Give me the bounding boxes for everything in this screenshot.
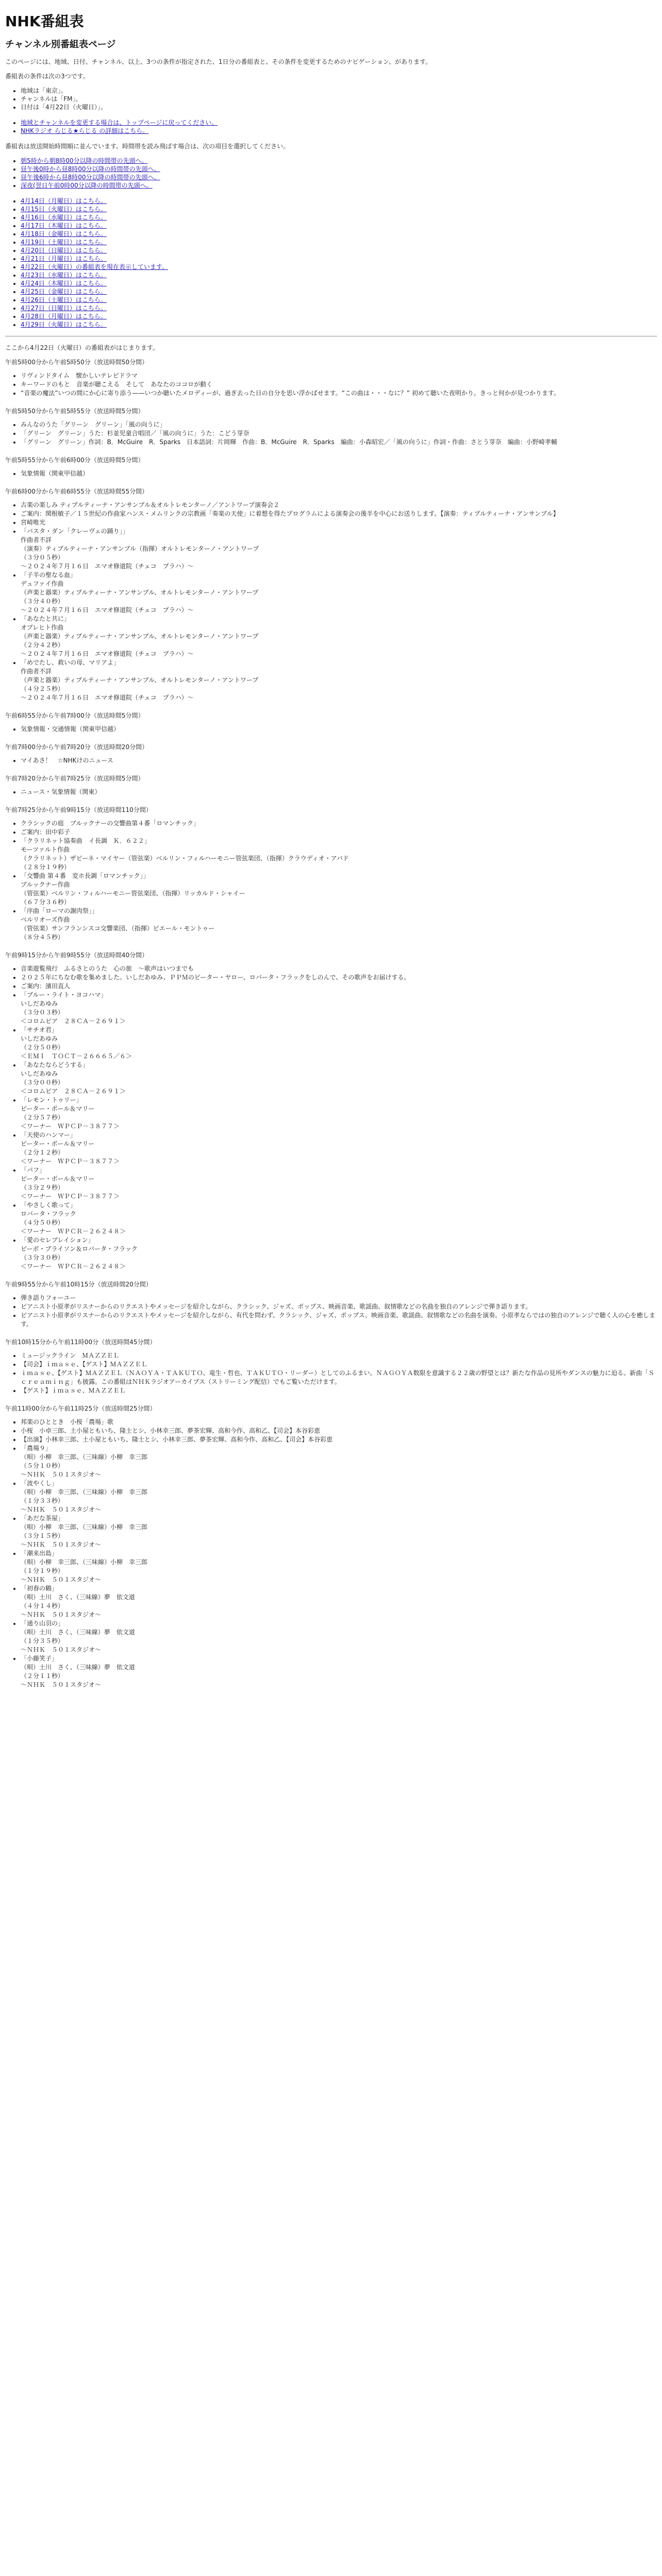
program-list bbox=[5, 501, 657, 702]
conditions-lead: 番組表の条件は次の3つです。 bbox=[5, 73, 89, 80]
date-item[interactable] bbox=[21, 287, 657, 296]
program-item: • 「小藤笑子」 （唄）土川 さく、（三味線）夢 依文道 （２分１１秒） ～ＮＨＫ ５０１スタジオ～ bbox=[21, 1654, 657, 1689]
date-link[interactable]: 4月22日（火曜日）の番組表を現在表示しています。 bbox=[21, 263, 168, 270]
date-link[interactable]: 4月17日（木曜日）はこちら。 bbox=[21, 222, 107, 229]
schedule-lead: ここから4月22日（火曜日）の番組表がはじまります。 bbox=[5, 344, 159, 351]
program-item: • 宮崎唯光 bbox=[21, 518, 657, 527]
date-item[interactable] bbox=[21, 263, 657, 271]
condition-item: • 地域は「東京」。 bbox=[21, 87, 657, 95]
program-item: • 「パフ」 ピーター・ポール＆マリー （３分２９秒） ＜ワーナー ＷＰＣＰ－３８７７＞ bbox=[21, 1166, 657, 1201]
page-subtitle: チャンネル別番組表ページ bbox=[5, 39, 116, 50]
slot-time: 午前7時25分から午前9時15分（放送時間110分間） bbox=[5, 806, 152, 814]
date-item[interactable] bbox=[21, 296, 657, 304]
date-item[interactable] bbox=[21, 312, 657, 320]
program-item: • 古楽の楽しみ ティプルティーナ・アンサンブル＆オルトレモンターノ／アントワープ演奏会２ bbox=[21, 501, 657, 510]
program-item: • ご案内：濱田直人 bbox=[21, 982, 657, 991]
program-item: • 【司会】ｉｍａｓｅ、【ゲスト】ＭＡＺＺＥＬ bbox=[21, 1360, 657, 1369]
program-item: • ミュージックライン ＭＡＺＺＥＬ bbox=[21, 1351, 657, 1360]
nav-item[interactable] bbox=[21, 118, 657, 127]
program-item: • 「天使のハンマー」 ピーター・ポール＆マリー （２分１２秒） ＜ワーナー ＷＰＣＰ－３８７７＞ bbox=[21, 1131, 657, 1166]
program-item: • ご案内：関根敏子／１５世紀の作曲家ハンス・メムリンクの宗教画「奏楽の天使」に着想を得たプログラムによる演奏会の後半を中心にお送りします。【演奏：ティプルティーナ・アンサンブル】 bbox=[21, 510, 657, 518]
date-link[interactable]: 4月21日（月曜日）はこちら。 bbox=[21, 255, 107, 262]
program-item: • 「あなたと共に」 オブレヒト作曲 （声楽と器楽）ティプルティーナ・アンサンブル、オルトレモンターノ・アントワープ （２分４２秒） ～２０２４年７月１６日 エマオ修道院（チェコ プラハ）～ bbox=[21, 615, 657, 658]
program-list bbox=[5, 788, 657, 796]
program-item: • 「バスタ・ダン「クレーヴェの踊り」」 作曲者不詳 （演奏）ティプルティーナ・アンサンブル（指揮）オルトレモンターノ・アントワープ （３分０５秒） ～２０２４年７月１６日 エマオ修道院（チェコ プラハ）～ bbox=[21, 527, 657, 571]
slot-time: 午前6時55分から午前7時00分（放送時間5分間） bbox=[5, 712, 144, 719]
program-item: • ｉｍａｓｅ、【ゲスト】ＭＡＺＺＥＬ（ＮＡＯＹＡ・ＴＡＫＵＴＯ、竜生・哲也、ＴＡＫＵＴＯ・リーダー）としてのふるまい。ＮＡＧＯＹＡ数限を意識する２２歳の野望とは？新たな作品の見所やダンスの魅力に迫る。新曲「Ｓｃｒｅａｍｉｎｇ」も披露。この番組はＮＨＫラジオアーカイブス（ストリーミング配信）でもご覧いただけます。 bbox=[21, 1369, 657, 1386]
nav-link[interactable]: NHKラジオ らじる★らじる の詳細はこちら。 bbox=[21, 127, 149, 134]
page-title: NHK番組表 bbox=[5, 13, 84, 30]
program-item: • 「潮来出島」 （唄）小柳 幸三郎、（三味線）小柳 幸三郎 （１分１９秒） ～ＮＨＫ ５０１スタジオ～ bbox=[21, 1549, 657, 1584]
date-link[interactable]: 4月28日（月曜日）はこちら。 bbox=[21, 313, 107, 320]
program-item: • リヴィンドタイム 懐かしいテレビドラマ bbox=[21, 371, 657, 380]
date-links bbox=[5, 197, 657, 329]
date-link[interactable]: 4月16日（水曜日）はこちら。 bbox=[21, 214, 107, 221]
slot-time: 午前6時00分から午前6時55分（放送時間55分間） bbox=[5, 488, 148, 495]
time-jump-link[interactable]: 昼午後0時から昼8時00分以降の時間帯の先頭へ。 bbox=[21, 165, 160, 173]
time-jump-item[interactable] bbox=[21, 181, 657, 190]
date-item[interactable] bbox=[21, 320, 657, 329]
condition-item: • チャンネルは「FM」。 bbox=[21, 95, 657, 103]
program-list bbox=[5, 964, 657, 1271]
time-jump-link[interactable]: 朝5時から朝8時00分以降の時間帯の先頭へ。 bbox=[21, 157, 148, 164]
program-item: • 【ゲスト】ｉｍａｓｅ、ＭＡＺＺＥＬ bbox=[21, 1386, 657, 1395]
nav-links bbox=[5, 118, 657, 135]
nav-link[interactable]: 地域とチャンネルを変更する場合は、トップページに戻ってください。 bbox=[21, 119, 218, 126]
date-link[interactable]: 4月29日（火曜日）はこちら。 bbox=[21, 321, 107, 328]
program-item: • キーワードのもと 音楽が聴こえる そして あなたのココロが動く bbox=[21, 380, 657, 389]
program-list bbox=[5, 469, 657, 478]
time-jump-item[interactable] bbox=[21, 165, 657, 173]
date-link[interactable]: 4月18日（金曜日）はこちら。 bbox=[21, 230, 107, 238]
date-item[interactable] bbox=[21, 222, 657, 230]
slot-time: 午前5時00分から午前5時50分（放送時間50分間） bbox=[5, 359, 148, 366]
date-link[interactable]: 4月19日（土曜日）はこちら。 bbox=[21, 239, 107, 246]
slot-time: 午前9時15分から午前9時55分（放送時間40分間） bbox=[5, 952, 148, 959]
date-item[interactable] bbox=[21, 213, 657, 222]
slot-time: 午前7時20分から午前7時25分（放送時間5分間） bbox=[5, 775, 144, 782]
program-item: • マイあさ！ ☆NHKけのニュース bbox=[21, 756, 657, 765]
program-item: • ピアニスト小原孝がリスナーからのリクエストやメッセージを紹介しながら、クラシック、ジャズ、ポップス、映画音楽、歌謡曲、叙情歌などの名曲を独自のアレンジで弾き語ります。 bbox=[21, 1302, 657, 1311]
condition-item: • 日付は「4月22日（火曜日）」。 bbox=[21, 103, 657, 111]
date-link[interactable]: 4月27日（日曜日）はこちら。 bbox=[21, 304, 107, 312]
program-list bbox=[5, 756, 657, 765]
slot-time: 午前11時00分から午前11時25分（放送時間25分間） bbox=[5, 1405, 156, 1412]
program-item: • 気象情報（関東甲信越） bbox=[21, 469, 657, 478]
program-item: • ニュース・気象情報（関東） bbox=[21, 788, 657, 796]
program-item: • 邦楽のひととき 小桜「農場」歌 bbox=[21, 1418, 657, 1427]
program-item: • 「農場９」 （唄）小柳 幸三郎、（三味線）小柳 幸三郎 （５分１０秒） ～ＮＨＫ ５０１スタジオ～ bbox=[21, 1444, 657, 1479]
date-item[interactable] bbox=[21, 197, 657, 205]
date-item[interactable] bbox=[21, 230, 657, 238]
date-link[interactable]: 4月20日（日曜日）はこちら。 bbox=[21, 247, 107, 254]
date-link[interactable]: 4月24日（木曜日）はこちら。 bbox=[21, 280, 107, 287]
time-lead: 番組表は放送開始時間順に並んでいます。時間帯を読み飛ばす場合は、次の項目を選択してください。 bbox=[5, 143, 290, 150]
time-jump-item[interactable] bbox=[21, 157, 657, 165]
program-item: • 「クラリネット協奏曲 イ長調 Ｋ．６２２」 モーツァルト作曲 （クラリネット）ザビーネ・マイヤー（管弦楽）ベルリン・フィルハーモニー管弦楽団、（指揮）クラウディオ・アバド （２８分１９秒） bbox=[21, 837, 657, 872]
time-links bbox=[5, 157, 657, 190]
date-item[interactable] bbox=[21, 271, 657, 279]
program-item: • ご案内：田中彩子 bbox=[21, 828, 657, 837]
date-item[interactable] bbox=[21, 238, 657, 246]
program-list bbox=[5, 725, 657, 734]
intro-text: このページには、地域、日付、チャンネル、以上、3つの条件が指定された、1日分の番組表と、その条件を変更するためのナビゲーション、があります。 bbox=[5, 58, 432, 65]
conditions-list bbox=[5, 87, 657, 111]
date-item[interactable] bbox=[21, 246, 657, 255]
date-link[interactable]: 4月15日（火曜日）はこちら。 bbox=[21, 206, 107, 213]
program-item: • 「初春の鶴」 （唄）土川 さく、（三味線）夢 依文道 （４分１４秒） ～ＮＨＫ ５０１スタジオ～ bbox=[21, 1584, 657, 1619]
program-item: • 「めでたし、救いの母、マリアよ」 作曲者不詳 （声楽と器楽）ティプルティーナ・アンサンブル、オルトレモンターノ・アントワープ （４分２５秒） ～２０２４年７月１６日 エマオ修道院（チェコ プラハ）～ bbox=[21, 658, 657, 702]
program-list bbox=[5, 1418, 657, 1689]
program-list bbox=[5, 1351, 657, 1395]
nav-item[interactable] bbox=[21, 127, 657, 135]
program-list bbox=[5, 1294, 657, 1329]
program-item: • 「グリーン グリーン」うた：杉並児童合唱団／「風の向うに」うた：こどう芽奈 bbox=[21, 429, 657, 438]
date-item[interactable] bbox=[21, 255, 657, 263]
program-item: • 「あなたならどうする」 いしだあゆみ （３分００秒） ＜コロムビア ２８ＣＡ－２６９１＞ bbox=[21, 1061, 657, 1096]
program-list bbox=[5, 819, 657, 942]
program-item: • “音楽の魔法”いつの間にか心に寄り添う——いつか聴いたメロディーが、過ぎ去った日の自分を思い浮かばせます。“この曲は・・・なに？” 初めて聴いた夜明かり。きっと何かが見つかります。 bbox=[21, 389, 657, 398]
program-item: • 【出演】小林幸三郎、土小屋ともいち、隆士とシ、小林幸三郎、夢茶宏輝、高和今作、高和乙、【司会】本谷彩恵 bbox=[21, 1435, 657, 1444]
program-item: • 「ブルー・ライト・ヨコハマ」 いしだあゆみ （３分０３秒） ＜コロムビア ２８ＣＡ－２６９１＞ bbox=[21, 991, 657, 1026]
date-link[interactable]: 4月23日（水曜日）はこちら。 bbox=[21, 272, 107, 279]
program-item: • 「序曲「ローマの謝肉祭」」 ベルリオーズ作曲 （管弦楽）サンフランシスコ交響楽団、（指揮）ピエール・モントゥー （８分４５秒） bbox=[21, 907, 657, 942]
program-item: • 「愛のセレブレイション」 ピーボ・ブライソン＆ロバータ・フラック （３分３０秒） ＜ワーナー ＷＰＣＲ－２６２４８＞ bbox=[21, 1236, 657, 1271]
date-item[interactable] bbox=[21, 279, 657, 287]
program-item: • 弾き語りフォーユー bbox=[21, 1294, 657, 1302]
time-jump-link[interactable]: 昼午後6時から昼8時00分以降の時間帯の先頭へ。 bbox=[21, 174, 160, 181]
program-list bbox=[5, 371, 657, 398]
slot-time: 午前9時55分から午前10時15分（放送時間20分間） bbox=[5, 1281, 152, 1288]
slot-time: 午前10時15分から午前11時00分（放送時間45分間） bbox=[5, 1338, 156, 1346]
slot-time: 午前5時50分から午前5時55分（放送時間5分間） bbox=[5, 408, 144, 415]
program-item: • ２０２５年にちなむ歌を集めました。いしだあゆみ、ＰＰＭのピーター・ヤロー、ロバータ・フラックをしのんで、その歌声をお届けする。 bbox=[21, 973, 657, 982]
date-link[interactable]: 4月26日（土曜日）はこちら。 bbox=[21, 296, 107, 303]
program-item: • 「あだな茶屋」 （唄）小柳 幸三郎、（三味線）小柳 幸三郎 （３分１５秒） ～ＮＨＫ ５０１スタジオ～ bbox=[21, 1514, 657, 1549]
program-item: • 「レモン・トゥリー」 ピーター・ポール＆マリー （２分５７秒） ＜ワーナー ＷＰＣＰ－３８７７＞ bbox=[21, 1096, 657, 1131]
program-item: • 「サチオ君」 いしだあゆみ （２分５０秒） ＜ＥＭＩ ＴＯＣＴ－２６６６５／６＞ bbox=[21, 1026, 657, 1061]
program-list bbox=[5, 420, 657, 447]
program-item: • クラシックの庭 ブルックナーの交響曲第４番「ロマンチック」 bbox=[21, 819, 657, 828]
program-item: • 音楽遊覧飛行 ふるさとのうた 心の旅 ～歌声はいつまでも bbox=[21, 964, 657, 973]
program-item: • 気象情報・交通情報（関東甲信越） bbox=[21, 725, 657, 734]
program-item: • 「グリーン グリーン」作詞：B．McGuire R．Sparks 日本語詞：片岡輝 作曲：B．McGuire R．Sparks 編曲：小森昭宏／「風の向うに」作詞・作曲：さとう芽奈 編曲：小野崎孝輔 bbox=[21, 438, 657, 447]
date-link[interactable]: 4月14日（月曜日）はこちら。 bbox=[21, 197, 107, 205]
slot-time: 午前5時55分から午前6時00分（放送時間5分間） bbox=[5, 456, 144, 464]
date-link[interactable]: 4月25日（金曜日）はこちら。 bbox=[21, 288, 107, 295]
time-jump-link[interactable]: 深夜(翌日午前0時00分以降の時間帯の先頭へ。 bbox=[21, 182, 153, 189]
slot-time: 午前7時00分から午前7時20分（放送時間20分間） bbox=[5, 743, 148, 751]
program-item: • みんなのうた「グリーン グリーン」「風の向うに」 bbox=[21, 420, 657, 429]
program-item: • 「やさしく歌って」 ロバータ・フラック （４分５０秒） ＜ワーナー ＷＰＣＲ－２６２４８＞ bbox=[21, 1201, 657, 1236]
schedule bbox=[5, 358, 657, 1689]
program-item: • 「子羊の聖なる血」 デュファイ作曲 （声楽と器楽）ティプルティーナ・アンサンブル、オルトレモンターノ・アントワープ （３分４０秒） ～２０２４年７月１６日 エマオ修道院（チェコ プラハ）～ bbox=[21, 571, 657, 615]
program-item: • 「通り山羽の」 （唄）土川 さく、（三味線）夢 依文道 （１分３５秒） ～ＮＨＫ ５０１スタジオ～ bbox=[21, 1619, 657, 1654]
time-jump-item[interactable] bbox=[21, 173, 657, 181]
program-item: • 「交響曲 第４番 変ホ長調「ロマンチック」」 ブルックナー作曲 （管弦楽）ベルリン・フィルハーモニー管弦楽団、（指揮）リッカルド・シャイー （６７分３６秒） bbox=[21, 872, 657, 907]
program-item: • 「波やくし」 （唄）小柳 幸三郎、（三味線）小柳 幸三郎 （１分３３秒） ～ＮＨＫ ５０１スタジオ～ bbox=[21, 1479, 657, 1514]
program-item: • 小桜 小卓三郎、土小屋ともいち、隆士とシ、小林幸三郎、夢茶宏輝、高和今作、高和乙、【司会】本谷彩恵 bbox=[21, 1427, 657, 1435]
date-item[interactable] bbox=[21, 304, 657, 312]
program-item: • ピアニスト小原孝がリスナーからのリクエストやメッセージを紹介しながら、有代を問わず、クラシック、ジャズ、ポップス、映画音楽、歌謡曲、叙情歌などの名曲を演奏。小原孝ならではの独自のアレンジで聴く人の心を癒します。 bbox=[21, 1311, 657, 1329]
date-item[interactable] bbox=[21, 205, 657, 213]
